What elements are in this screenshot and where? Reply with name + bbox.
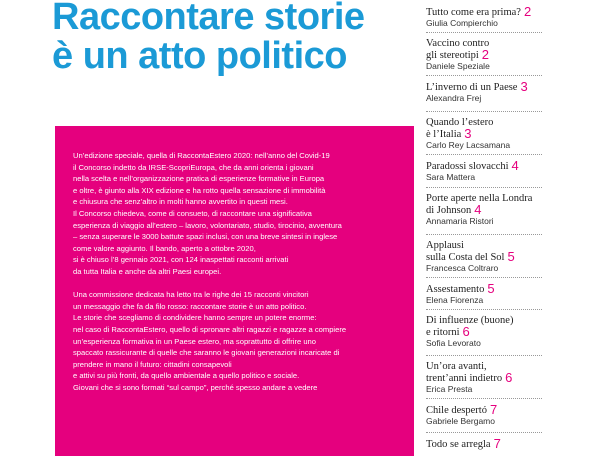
toc-title-line: è l’Italia [426, 129, 462, 140]
toc-divider [426, 398, 542, 399]
toc-page-number: 7 [493, 436, 501, 451]
toc-page-number: 3 [464, 126, 472, 141]
toc-divider [426, 309, 542, 310]
intro-panel [55, 126, 414, 456]
toc-page-number: 6 [462, 324, 470, 339]
body-line: da tutta Italia e anche da altri Paesi europei. [73, 266, 222, 276]
toc-entry-author: Sara Mattera [426, 172, 476, 182]
toc-entry-title [426, 117, 596, 140]
toc-entry-author: Annamaria Ristori [426, 216, 494, 226]
body-line: – senza superare le 3000 battute spazi inclusi, con una breve sintesi in inglese [73, 232, 338, 242]
toc-entry-author: Daniele Speziale [426, 61, 490, 71]
toc-page-number: 4 [511, 158, 519, 173]
toc-divider [426, 432, 542, 433]
body-line: nel caso di RaccontaEstero, quello di spronare altri ragazzi e ragazze a compiere [73, 324, 347, 334]
body-line: come valore aggiunto. Il bando, aperto a ottobre 2020, [73, 243, 256, 253]
toc-entry-title [426, 315, 596, 338]
toc-title-line: gli stereotipi [426, 50, 479, 61]
toc-entry-title [426, 361, 596, 384]
toc-title-line: di Johnson [426, 205, 472, 216]
toc-entry-author: Sofia Levorato [426, 338, 481, 348]
toc-entry-title [426, 38, 596, 61]
body-line: Giovani che si sono formati “sul campo”, perché spesso andare a vedere [73, 382, 318, 392]
toc-title-line: Applausi [426, 240, 464, 251]
toc-divider [426, 111, 542, 112]
toc-page-number: 2 [523, 4, 532, 19]
toc-entry-title [426, 438, 596, 450]
toc-title-line: Chile despertó [426, 405, 487, 416]
body-line: un’esperienza formativa in un Paese estero, ma soprattutto di offrire uno [73, 336, 316, 346]
toc-entry-title [426, 404, 596, 416]
toc-title-line: Assestamento [426, 284, 485, 295]
toc-page-number: 5 [487, 281, 495, 296]
toc-divider [426, 187, 542, 188]
toc-entry-title [426, 193, 596, 216]
toc-entry[interactable] [426, 240, 596, 274]
toc-entry-title [426, 81, 596, 93]
toc-title-line: trent’anni indietro [426, 373, 503, 384]
toc-entry-author: Erica Presta [426, 384, 473, 394]
toc-title-line: Un’ora avanti, [426, 361, 487, 372]
toc-entry[interactable] [426, 283, 596, 306]
body-line: esperienza di viaggio all’estero – lavoro, volontariato, studio, tirocinio, avventura [73, 220, 342, 230]
toc-entry-author: Giulia Compierchio [426, 18, 498, 28]
toc-divider [426, 32, 542, 33]
toc-title-line: Tutto come era prima? [426, 7, 521, 18]
page-title [52, 0, 365, 76]
body-line: e attivi su più fronti, da quello ambientale a quello politico e sociale. [73, 371, 300, 381]
toc-entry-author: Francesca Coltraro [426, 263, 499, 273]
toc-title-line: Todo se arregla [426, 439, 491, 450]
toc-entry[interactable] [426, 81, 596, 104]
body-line: Le storie che scegliamo di condividere hanno sempre un potere enorme: [73, 313, 317, 323]
toc-page-number: 6 [505, 370, 513, 385]
toc-entry[interactable] [426, 361, 596, 395]
toc-page-number: 3 [520, 79, 528, 94]
intro-paragraph-2 [73, 289, 396, 393]
toc-title-line: Porte aperte nella Londra [426, 193, 533, 204]
toc-entry[interactable] [426, 160, 596, 183]
toc-entry[interactable] [426, 404, 596, 427]
toc-divider [426, 75, 542, 76]
toc-title-line: Paradossi slovacchi [426, 161, 509, 172]
body-line: il Concorso indetto da IRSE-ScopriEuropa, che da anni orienta i giovani [73, 162, 314, 172]
toc-entry[interactable] [426, 315, 596, 349]
body-line: spaccato rassicurante di quelle che saranno le giovani generazioni incaricate di [73, 348, 340, 358]
toc-title-line: L’inverno di un Paese [426, 82, 518, 93]
body-line: si è chiuso l’8 gennaio 2021, con 124 inaspettati racconti arrivati [73, 255, 289, 265]
title-line-1: Raccontare storie [52, 0, 365, 38]
toc-entry-author: Alexandra Frej [426, 93, 482, 103]
toc-entry[interactable] [426, 6, 596, 29]
toc-entry[interactable] [426, 193, 596, 227]
toc-title-line: sulla Costa del Sol [426, 252, 505, 263]
body-line: nella scelta e nell’organizzazione pratica di esperienze formative in Europa [73, 174, 325, 184]
body-line: e oltre, è giunto alla XIX edizione e ha rotto quella sensazione di immobilità [73, 185, 326, 195]
title-line-2: è un atto politico [52, 35, 347, 77]
toc-title-line: Di influenze (buone) [426, 315, 514, 326]
toc-entry-author: Gabriele Bergamo [426, 416, 495, 426]
toc-entry-title [426, 6, 596, 18]
toc-divider [426, 234, 542, 235]
intro-paragraph-1 [73, 150, 396, 278]
body-line: Un’edizione speciale, quella di RaccontaEstero 2020: nell’anno del Covid-19 [73, 151, 330, 160]
toc-entry-title [426, 240, 596, 263]
toc-divider [426, 355, 542, 356]
toc-entry-title [426, 283, 596, 295]
body-line: e chiusura che senz’altro in molti hanno avvertito in questi mesi. [73, 197, 288, 207]
toc-title-line: e ritorni [426, 327, 460, 338]
toc-page-number: 2 [481, 47, 490, 62]
toc-entry-author: Carlo Rey Lacsamana [426, 140, 511, 150]
toc-entry[interactable] [426, 117, 596, 151]
toc-page-number: 7 [489, 402, 498, 417]
toc-title-line: Quando l’estero [426, 117, 494, 128]
body-line: Il Concorso chiedeva, come di consueto, di raccontare una significativa [73, 208, 312, 218]
toc-divider [426, 277, 542, 278]
toc-page-number: 4 [474, 202, 482, 217]
toc-entry[interactable] [426, 438, 596, 450]
toc-entry[interactable] [426, 38, 596, 72]
toc-page-number: 5 [507, 249, 515, 264]
body-line: prendere in mano il futuro: cittadini consapevoli [73, 359, 232, 369]
toc-title-line: Vaccino contro [426, 38, 490, 49]
toc-divider [426, 154, 542, 155]
body-line: un messaggio che fa da filo rosso: raccontare storie è un atto politico. [73, 301, 307, 311]
toc-entry-author: Elena Fiorenza [426, 295, 484, 305]
body-line: Una commissione dedicata ha letto tra le righe dei 15 racconti vincitori [73, 290, 309, 300]
toc-entry-title [426, 160, 596, 172]
